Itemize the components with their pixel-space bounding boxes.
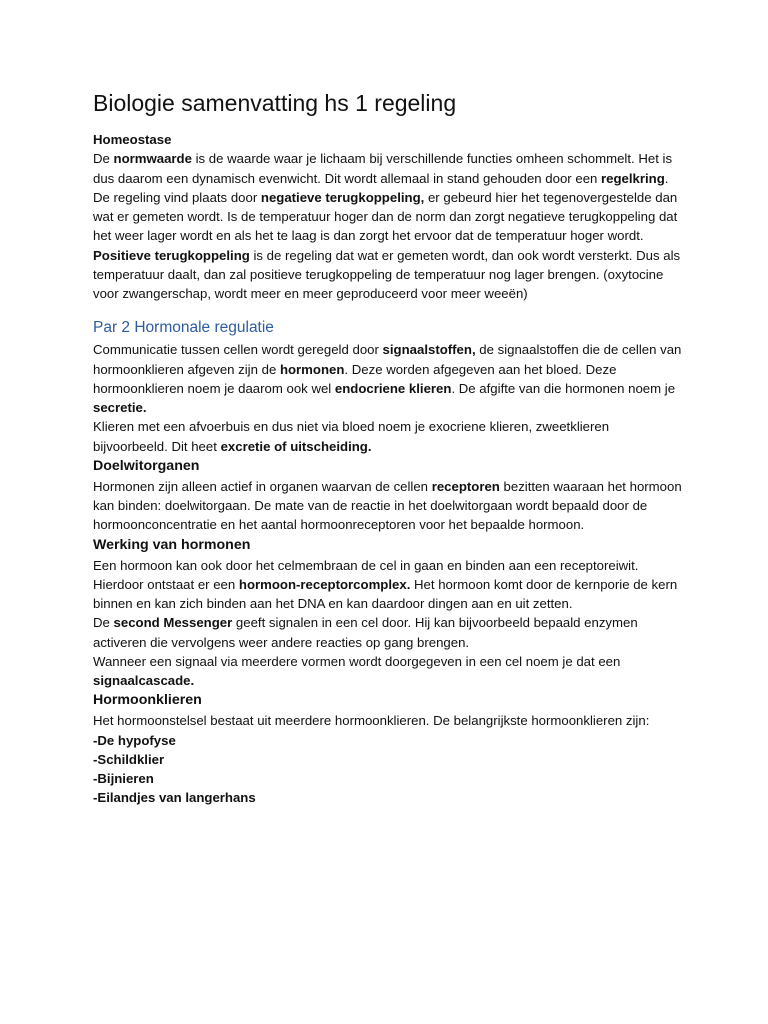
paragraph: Communicatie tussen cellen wordt geregeld door signaalstoffen, de signaalstoffen die de cellen van hormoonklieren afgeven zijn de hormonen. Deze worden afgegeven aan het bloed. Deze hormoonklieren noem je daarom ook wel endocriene klieren. De afgifte van die hormonen noem je secretie. <box>93 342 682 415</box>
bold-term: regelkring <box>601 170 665 186</box>
bold-term: signaalcascade. <box>93 673 195 688</box>
section-heading-doelwitorganen: Doelwitorganen <box>93 457 200 474</box>
bold-term: excretie of uitscheiding. <box>220 438 372 454</box>
section-heading-werking: Werking van hormonen <box>93 536 251 553</box>
section-label-homeostase: Homeostase <box>93 132 172 147</box>
section-heading-hormoonklieren: Hormoonklieren <box>93 692 202 709</box>
list-item: -De hypofyse <box>93 732 176 748</box>
document-content <box>93 88 683 808</box>
bold-term: Positieve terugkoppeling <box>93 247 250 263</box>
paragraph: Een hormoon kan ook door het celmembraan de cel in gaan en binden aan een receptoreiwit. Hierdoor ontstaat er een hormoon-receptorcomplex. Het hormoon komt door de kernporie de kern binnen en kan zich binden aan het DNA en kan daardoor dingen aan en uit zetten. <box>93 557 678 611</box>
bold-term: signaalstoffen, <box>382 342 476 358</box>
bold-term: secretie. <box>93 400 147 415</box>
bold-term: normwaarde <box>113 151 192 167</box>
bold-term: second Messenger <box>113 615 233 631</box>
paragraph: De normwaarde is de waarde waar je lichaam bij verschillende functies omheen schommelt. Het is dus daarom een dynamisch evenwicht. Dit wordt allemaal in stand gehouden door een regelkring. <box>93 151 673 186</box>
paragraph: Hormonen zijn alleen actief in organen waarvan de cellen receptoren bezitten waaraan het hormoon kan binden: doelwitorgaan. De mate van de reactie in het doelwitorgaan wordt bepaald door de hormoonconcentratie en het aantal hormoonreceptoren voor het bepaalde hormoon. <box>93 478 682 533</box>
gland-list <box>93 731 683 808</box>
paragraph: Het hormoonstelsel bestaat uit meerdere hormoonklieren. De belangrijkste hormoonklieren zijn: <box>93 713 650 729</box>
paragraph: De second Messenger geeft signalen in een cel door. Hij kan bijvoorbeeld bepaald enzymen activeren die vervolgens weer andere reacties op gang brengen. <box>93 615 638 650</box>
list-item: -Schildklier <box>93 751 165 767</box>
paragraph: Positieve terugkoppeling is de regeling dat wat er gemeten wordt, dan ook wordt versterkt. Dus als temperatuur daalt, dan zal positieve terugkoppeling de temperatuur nog lager brengen. (oxytocine voor zwangerschap, wordt meer en meer geproduceerd voor meer weeën) <box>93 247 681 301</box>
bold-term: endocriene klieren <box>334 380 452 396</box>
bold-term: hormonen <box>279 361 345 377</box>
paragraph: Klieren met een afvoerbuis en dus niet via bloed noem je exocriene klieren, zweetklieren bijvoorbeeld. Dit heet excretie of uitscheiding. <box>93 419 610 454</box>
bold-term: receptoren <box>431 478 500 494</box>
list-item: -Bijnieren <box>93 771 154 786</box>
bold-term: negatieve terugkoppeling, <box>260 189 425 205</box>
paragraph: Wanneer een signaal via meerdere vormen wordt doorgegeven in een cel noem je dat een signaalcascade. <box>93 653 621 688</box>
document-title: Biologie samenvatting hs 1 regeling <box>93 90 457 116</box>
section-heading-par2: Par 2 Hormonale regulatie <box>93 319 274 337</box>
bold-term: hormoon-receptorcomplex. <box>238 576 411 592</box>
list-item: -Eilandjes van langerhans <box>93 790 256 806</box>
paragraph: De regeling vind plaats door negatieve terugkoppeling, er gebeurd hier het tegenovergestelde dan wat er gemeten wordt. Is de temperatuur hoger dan de norm dan zorgt negatieve terugkoppeling dat het weer lager wordt en als het te laag is dan zorgt het ervoor dat de temperatuur hoger wordt. <box>93 189 678 244</box>
